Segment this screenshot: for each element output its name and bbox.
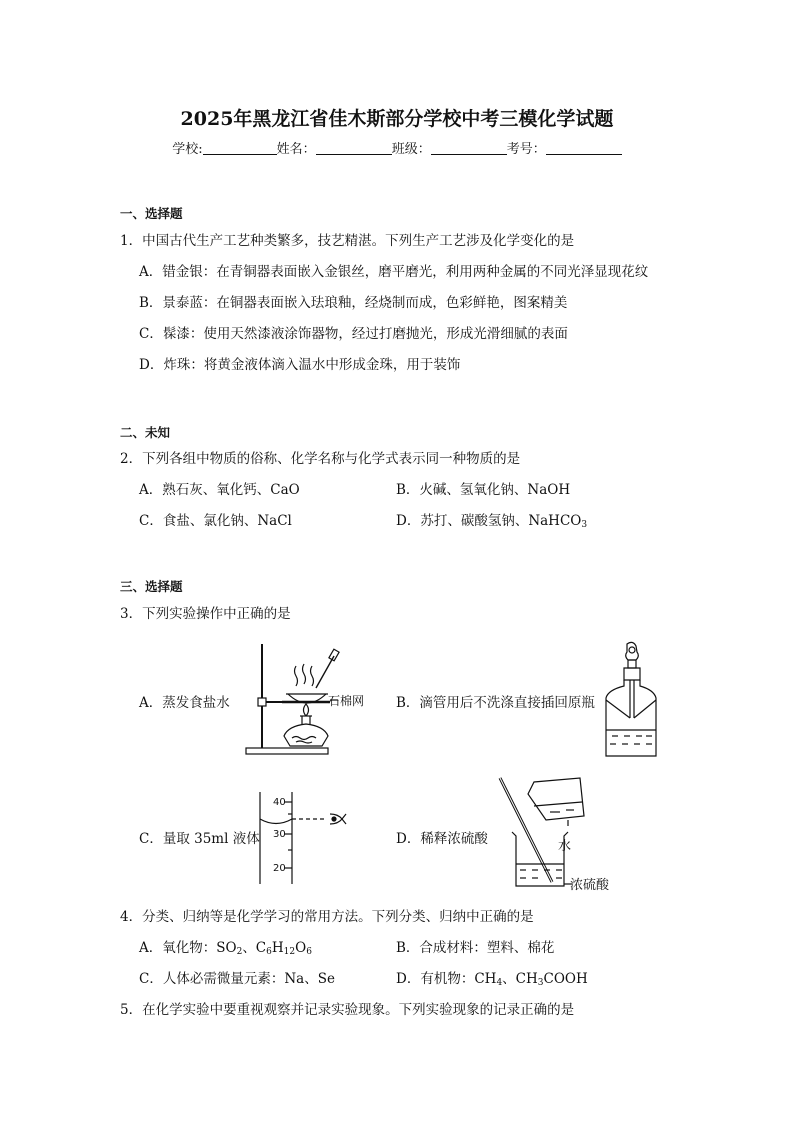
cylinder-tick-40: 40 xyxy=(273,797,286,808)
cylinder-tick-30: 30 xyxy=(273,829,286,840)
question-4-option-a[interactable]: A．氧化物：$SO_2$、$C_6H_{12}O_6$ xyxy=(139,940,312,957)
water-label: 水 xyxy=(558,839,572,854)
question-3-option-a[interactable]: A．蒸发食盐水 xyxy=(139,695,230,711)
page-title: 2025年黑龙江省佳木斯部分学校中考三模化学试题 xyxy=(180,108,614,130)
question-1-option-b[interactable]: B．景泰蓝：在铜器表面嵌入珐琅釉，经烧制而成，色彩鲜艳，图案精美 xyxy=(139,295,568,311)
student-info-line xyxy=(0,138,794,157)
section-heading-3: 三、选择题 xyxy=(120,579,183,594)
question-3-stem: 3．下列实验操作中正确的是 xyxy=(120,606,291,622)
question-2-option-b[interactable]: B．火碱、氢氧化钠、NaOH xyxy=(396,482,571,498)
exam-no-label: 考号： xyxy=(506,142,546,157)
question-4-option-b[interactable]: B．合成材料：塑料、棉花 xyxy=(396,940,555,956)
name-label: 姓名： xyxy=(276,142,316,157)
question-2-option-d[interactable]: D．苏打、碳酸氢钠、NaHCO$_3$ xyxy=(396,513,588,530)
class-blank[interactable] xyxy=(431,141,507,155)
asbestos-gauze-label: 石棉网 xyxy=(328,694,365,708)
class-label: 班级： xyxy=(391,142,431,157)
question-2-option-c[interactable]: C．食盐、氯化钠、NaCl xyxy=(139,513,292,529)
section-heading-2: 二、未知 xyxy=(120,425,171,440)
question-3-option-b[interactable]: B．滴管用后不洗涤直接插回原瓶 xyxy=(396,695,595,711)
question-1-option-c[interactable]: C．髹漆：使用天然漆液涂饰器物，经过打磨抛光，形成光滑细腻的表面 xyxy=(139,326,568,342)
dropper-bottle-figure xyxy=(600,640,658,760)
school-label: 学校: xyxy=(172,142,203,157)
cylinder-tick-20: 20 xyxy=(273,863,286,874)
question-2-stem: 2．下列各组中物质的俗称、化学名称与化学式表示同一种物质的是 xyxy=(120,451,521,467)
dilution-apparatus-figure xyxy=(494,772,620,896)
question-3-option-c[interactable]: C．量取 35ml 液体 xyxy=(139,831,260,847)
question-1-option-d[interactable]: D．炸珠：将黄金液体滴入温水中形成金珠，用于装饰 xyxy=(139,357,461,373)
concentrated-acid-label: 浓硫酸 xyxy=(570,878,610,893)
question-1-option-a[interactable]: A．错金银：在青铜器表面嵌入金银丝，磨平磨光，利用两种金属的不同光泽显现花纹 xyxy=(139,264,649,280)
section-heading-1: 一、选择题 xyxy=(120,206,183,221)
question-4-stem: 4．分类、归纳等是化学学习的常用方法。下列分类、归纳中正确的是 xyxy=(120,909,534,925)
exam-no-blank[interactable] xyxy=(546,141,622,155)
question-5-stem: 5．在化学实验中要重视观察并记录实验现象。下列实验现象的记录正确的是 xyxy=(120,1002,575,1018)
graduated-cylinder-figure xyxy=(254,790,354,886)
question-4-option-d[interactable]: D．有机物：$CH_4$、$CH_3COOH$ xyxy=(396,971,588,988)
question-1-stem: 1．中国古代生产工艺种类繁多，技艺精湛。下列生产工艺涉及化学变化的是 xyxy=(120,233,575,249)
question-3-option-d[interactable]: D．稀释浓硫酸 xyxy=(396,831,488,847)
evaporation-apparatus-figure xyxy=(238,638,378,760)
question-4-option-c[interactable]: C．人体必需微量元素：Na、Se xyxy=(139,971,335,987)
school-blank[interactable] xyxy=(203,141,277,155)
question-2-option-a[interactable]: A．熟石灰、氧化钙、CaO xyxy=(139,482,300,498)
name-blank[interactable] xyxy=(316,141,392,155)
